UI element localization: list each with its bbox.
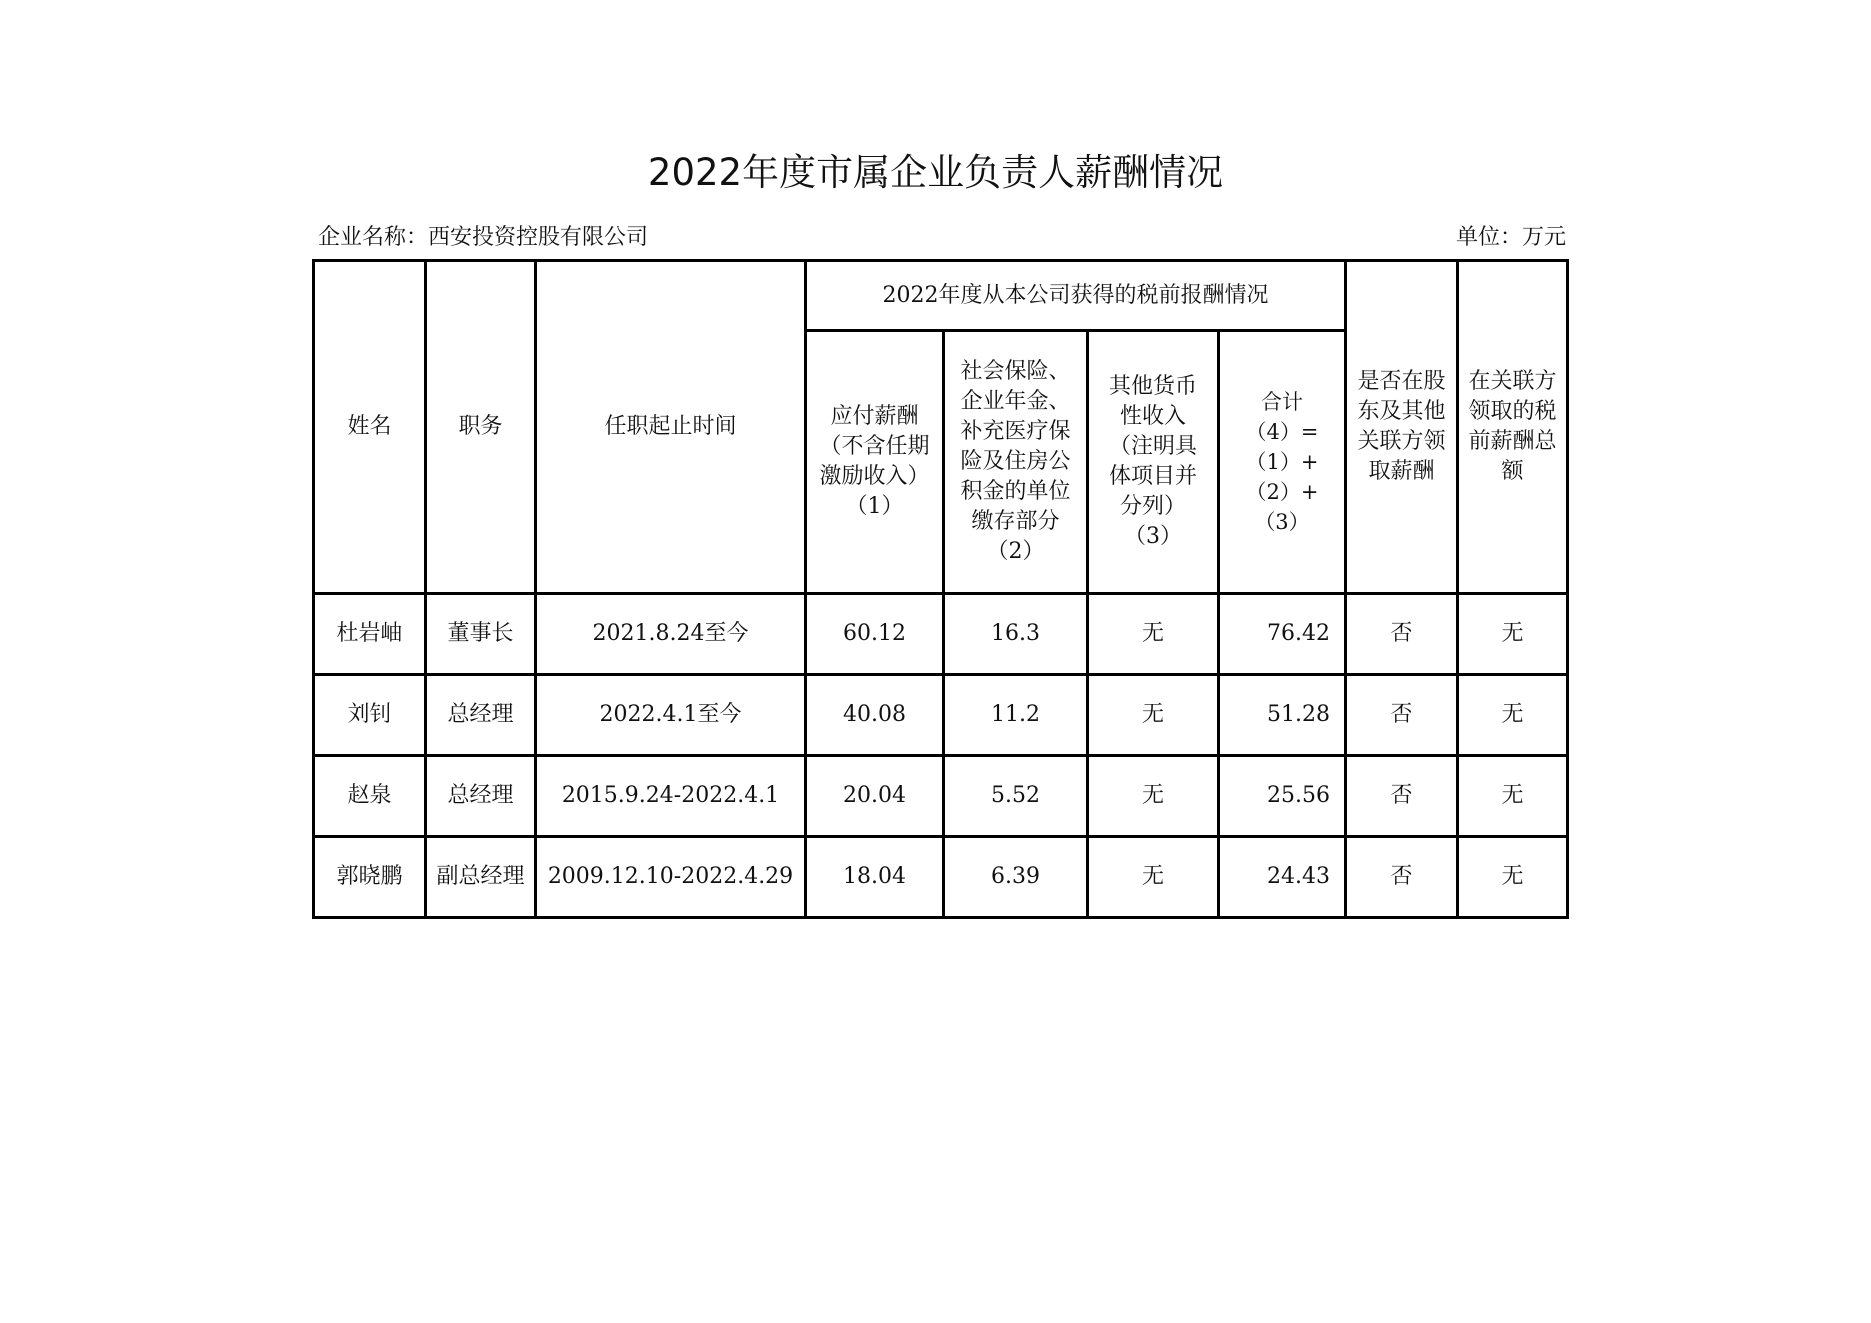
header-line: （4）= xyxy=(1245,420,1319,444)
cell-related: 无 xyxy=(1458,837,1568,918)
header-line: 分列） xyxy=(1119,494,1186,519)
header-line: 积金的单位 xyxy=(960,479,1071,504)
cell-position: 董事长 xyxy=(426,594,536,675)
header-line: 关联方领 xyxy=(1357,429,1446,454)
cell-total: 51.28 xyxy=(1219,675,1346,756)
cell-position: 总经理 xyxy=(426,675,536,756)
header-line: 应付薪酬 xyxy=(830,404,919,429)
cell-shareholder: 否 xyxy=(1346,756,1458,837)
cell-salary: 20.04 xyxy=(806,756,944,837)
company-name: 企业名称：西安投资控股有限公司 xyxy=(318,225,649,250)
header-line: （1）+ xyxy=(1245,450,1319,474)
cell-term: 2009.12.10-2022.4.29 xyxy=(536,837,806,918)
header-shareholder xyxy=(1346,261,1458,594)
header-line: 是否在股 xyxy=(1357,369,1446,394)
cell-shareholder: 否 xyxy=(1346,594,1458,675)
header-line: （2） xyxy=(986,539,1045,564)
cell-position: 总经理 xyxy=(426,756,536,837)
cell-insurance: 6.39 xyxy=(944,837,1088,918)
cell-name: 赵泉 xyxy=(314,756,426,837)
table-row xyxy=(314,756,1568,837)
header-line: 企业年金、 xyxy=(960,389,1071,414)
cell-name: 郭晓鹏 xyxy=(314,837,426,918)
cell-salary: 18.04 xyxy=(806,837,944,918)
cell-shareholder: 否 xyxy=(1346,675,1458,756)
cell-total: 25.56 xyxy=(1219,756,1346,837)
header-line: 补充医疗保 xyxy=(960,419,1071,444)
header-line: （2）+ xyxy=(1245,480,1319,504)
cell-insurance: 16.3 xyxy=(944,594,1088,675)
cell-other: 无 xyxy=(1088,675,1219,756)
header-name: 姓名 xyxy=(314,261,426,594)
salary-table xyxy=(312,259,1569,919)
header-insurance xyxy=(944,331,1088,594)
cell-salary: 60.12 xyxy=(806,594,944,675)
header-line: 社会保险、 xyxy=(960,359,1071,384)
table-row xyxy=(314,594,1568,675)
header-line: 体项目并 xyxy=(1108,464,1197,489)
cell-salary: 40.08 xyxy=(806,675,944,756)
cell-term: 2021.8.24至今 xyxy=(536,594,806,675)
header-line: （不含任期 xyxy=(819,434,930,459)
header-position: 职务 xyxy=(426,261,536,594)
header-term: 任职起止时间 xyxy=(536,261,806,594)
cell-name: 杜岩岫 xyxy=(314,594,426,675)
header-line: 东及其他 xyxy=(1357,399,1446,424)
cell-related: 无 xyxy=(1458,594,1568,675)
cell-other: 无 xyxy=(1088,837,1219,918)
header-line: 缴存部分 xyxy=(971,509,1060,534)
unit-label: 单位：万元 xyxy=(1455,225,1566,250)
header-line: 险及住房公 xyxy=(960,449,1071,474)
cell-insurance: 11.2 xyxy=(944,675,1088,756)
cell-total: 76.42 xyxy=(1219,594,1346,675)
header-line: 性收入 xyxy=(1119,404,1186,429)
cell-related: 无 xyxy=(1458,675,1568,756)
cell-total: 24.43 xyxy=(1219,837,1346,918)
page-title: 2022年度市属企业负责人薪酬情况 xyxy=(647,151,1224,194)
cell-position: 副总经理 xyxy=(426,837,536,918)
header-line: 合计 xyxy=(1261,390,1303,414)
header-salary xyxy=(806,331,944,594)
cell-term: 2015.9.24-2022.4.1 xyxy=(536,756,806,837)
header-line: 取薪酬 xyxy=(1368,459,1435,484)
cell-insurance: 5.52 xyxy=(944,756,1088,837)
cell-related: 无 xyxy=(1458,756,1568,837)
header-related xyxy=(1458,261,1568,594)
table-row xyxy=(314,675,1568,756)
header-total xyxy=(1219,331,1346,594)
header-line: 其他货币 xyxy=(1108,374,1197,399)
header-line: 领取的税 xyxy=(1468,399,1557,424)
header-line: 在关联方 xyxy=(1468,369,1557,394)
header-line: （注明具 xyxy=(1108,434,1197,459)
header-line: 额 xyxy=(1501,459,1524,484)
header-line: （3） xyxy=(1254,510,1310,534)
header-line: （3） xyxy=(1124,524,1182,549)
header-line: 前薪酬总 xyxy=(1468,429,1557,454)
cell-other: 无 xyxy=(1088,756,1219,837)
cell-term: 2022.4.1至今 xyxy=(536,675,806,756)
header-line: （1） xyxy=(845,494,904,519)
cell-shareholder: 否 xyxy=(1346,837,1458,918)
cell-name: 刘钊 xyxy=(314,675,426,756)
cell-other: 无 xyxy=(1088,594,1219,675)
header-line: 激励收入） xyxy=(819,464,930,489)
table-row xyxy=(314,837,1568,918)
header-other xyxy=(1088,331,1219,594)
header-group: 2022年度从本公司获得的税前报酬情况 xyxy=(806,261,1346,331)
